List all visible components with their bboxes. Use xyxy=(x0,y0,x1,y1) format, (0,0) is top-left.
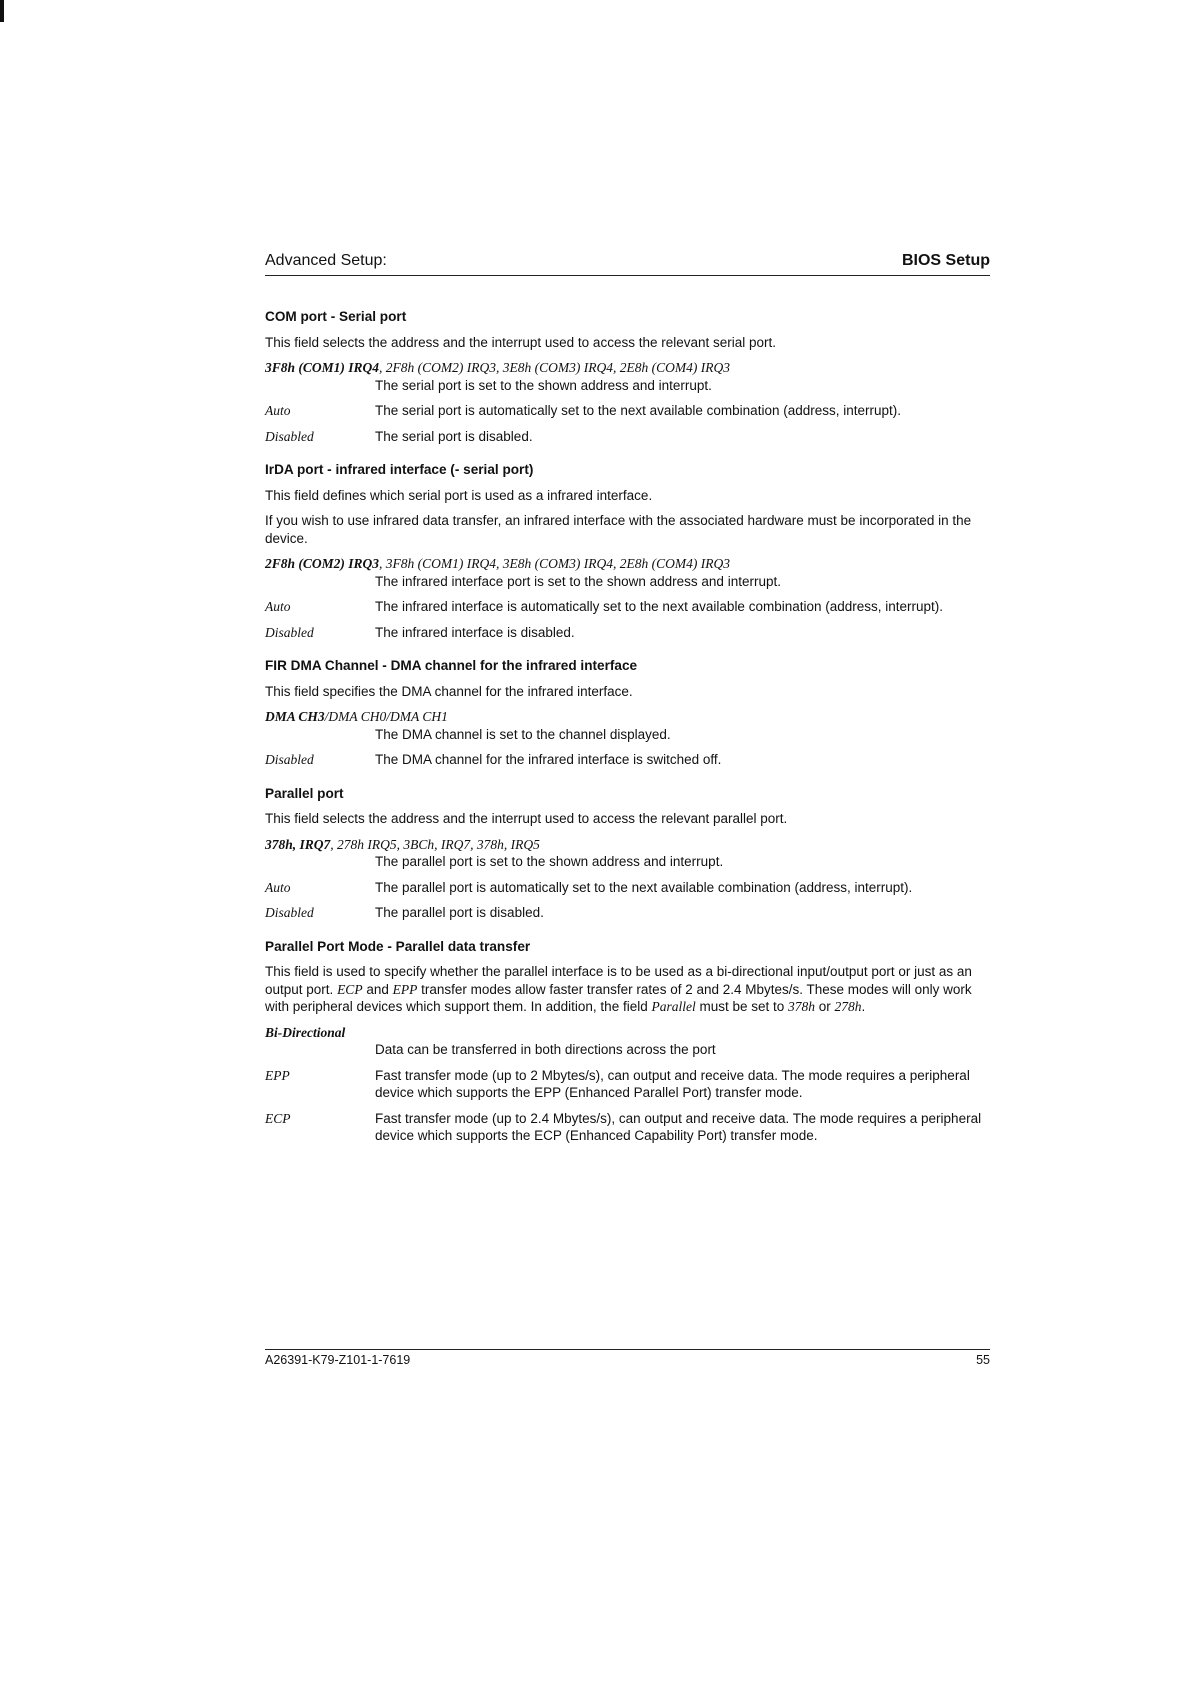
other-values: , 3F8h (COM1) IRQ4, 3E8h (COM3) IRQ4, 2E8h (COM4) IRQ3 xyxy=(379,556,730,571)
option-values-list xyxy=(265,1024,990,1042)
section-intro: This field selects the address and the interrupt used to access the relevant serial port. xyxy=(265,334,777,350)
intro-text: must be set to xyxy=(695,999,789,1014)
default-value: 378h, IRQ7 xyxy=(265,836,331,852)
intro-term-278h: 278h xyxy=(834,999,862,1014)
option-term: Auto xyxy=(265,879,291,895)
option-disabled xyxy=(265,904,990,922)
option-disabled xyxy=(265,428,990,446)
section-title: IrDA port - infrared interface (- serial port) xyxy=(265,462,534,477)
intro-text: transfer modes allow faster transfer rates of 2 and 2.4 Mbytes/s. These modes will only work with peripheral devices which support them. In addition, the field xyxy=(265,981,972,1014)
section-intro-note: If you wish to use infrared data transfer, an infrared interface with the associated hardware must be incorporated in the device. xyxy=(265,513,972,546)
option-values-list xyxy=(265,708,990,726)
option-description: The infrared interface port is set to the shown address and interrupt. xyxy=(375,573,781,589)
other-values: /DMA CH0/DMA CH1 xyxy=(324,709,448,724)
option-values xyxy=(265,359,990,394)
option-ecp xyxy=(265,1110,990,1145)
header-title: BIOS Setup xyxy=(901,252,990,269)
section-title: Parallel port xyxy=(265,785,344,801)
option-auto xyxy=(265,402,990,420)
option-term: Auto xyxy=(265,403,291,418)
option-description: Fast transfer mode (up to 2.4 Mbytes/s), can output and receive data. The mode requires a peripheral device which supports the ECP (Enhanced Capability Port) transfer mode. xyxy=(375,1110,982,1143)
section-intro: This field defines which serial port is used as a infrared interface. xyxy=(265,487,653,503)
option-values-list xyxy=(265,836,990,854)
scan-edge-mark xyxy=(0,0,4,22)
option-term: Disabled xyxy=(265,624,314,640)
section-title: FIR DMA Channel - DMA channel for the infrared interface xyxy=(265,658,638,673)
option-description: Fast transfer mode (up to 2 Mbytes/s), can output and receive data. The mode requires a peripheral device which supports the EPP (Enhanced Parallel Port) transfer mode. xyxy=(375,1067,970,1100)
option-description: Data can be transferred in both directions across the port xyxy=(375,1042,716,1057)
option-term: EPP xyxy=(265,1067,290,1083)
option-disabled xyxy=(265,751,990,769)
section-intro: This field selects the address and the interrupt used to access the relevant parallel port. xyxy=(265,811,788,826)
section-intro xyxy=(265,963,990,1016)
option-values xyxy=(265,555,990,590)
page-number: 55 xyxy=(976,1353,990,1367)
page xyxy=(265,252,990,1161)
intro-text: or xyxy=(815,999,835,1014)
option-description: The DMA channel for the infrared interface is switched off. xyxy=(375,752,722,767)
default-value: 3F8h (COM1) IRQ4 xyxy=(265,360,380,375)
option-epp xyxy=(265,1067,990,1102)
option-values xyxy=(265,708,990,743)
default-value: 2F8h (COM2) IRQ3 xyxy=(265,556,380,571)
intro-term-parallel: Parallel xyxy=(651,999,696,1014)
option-bidirectional xyxy=(265,1024,990,1059)
option-auto xyxy=(265,598,990,616)
intro-text: and xyxy=(362,981,393,997)
option-disabled xyxy=(265,624,990,642)
other-values: , 278h IRQ5, 3BCh, IRQ7, 378h, IRQ5 xyxy=(330,836,540,852)
option-description: The parallel port is set to the shown address and interrupt. xyxy=(375,854,724,869)
option-term: Disabled xyxy=(265,905,314,920)
option-description: The serial port is disabled. xyxy=(375,428,533,444)
option-term: ECP xyxy=(265,1110,291,1126)
option-term: Disabled xyxy=(265,752,314,767)
option-description: The infrared interface is disabled. xyxy=(375,624,575,640)
default-value: DMA CH3 xyxy=(265,709,325,724)
option-description: The infrared interface is automatically set to the next available combination (address, interrupt). xyxy=(375,599,944,614)
intro-term-ecp: ECP xyxy=(337,981,363,997)
intro-text: This field is used to specify whether the parallel interface is to be used as a bi-directional input/output port or just as an output port. xyxy=(265,964,972,997)
header-chapter: Advanced Setup: xyxy=(265,252,387,269)
option-description: The parallel port is automatically set to the next available combination (address, interrupt). xyxy=(375,879,913,895)
option-term: Auto xyxy=(265,599,291,614)
page-footer xyxy=(265,1349,990,1367)
page-header xyxy=(265,252,990,276)
document-number: A26391-K79-Z101-1-7619 xyxy=(265,1353,411,1367)
intro-text: . xyxy=(861,999,866,1014)
section-parallel-port xyxy=(265,785,990,922)
option-description: The serial port is automatically set to the next available combination (address, interrupt). xyxy=(375,403,902,418)
default-value: Bi-Directional xyxy=(265,1024,346,1040)
option-values xyxy=(265,836,990,871)
section-title: COM port - Serial port xyxy=(265,309,407,324)
option-auto xyxy=(265,879,990,897)
option-term: Disabled xyxy=(265,428,314,444)
section-intro: This field specifies the DMA channel for the infrared interface. xyxy=(265,683,633,699)
option-description: The DMA channel is set to the channel displayed. xyxy=(375,726,671,742)
intro-term-epp: EPP xyxy=(392,981,418,997)
option-values-list xyxy=(265,359,990,377)
option-description: The parallel port is disabled. xyxy=(375,905,544,920)
option-description: The serial port is set to the shown address and interrupt. xyxy=(375,377,712,393)
section-title: Parallel Port Mode - Parallel data transfer xyxy=(265,938,531,954)
section-irda-port xyxy=(265,461,990,641)
intro-term-378h: 378h xyxy=(788,999,816,1014)
section-parallel-port-mode xyxy=(265,938,990,1145)
section-fir-dma xyxy=(265,657,990,769)
content xyxy=(265,276,990,1145)
option-values-list xyxy=(265,555,990,573)
other-values: , 2F8h (COM2) IRQ3, 3E8h (COM3) IRQ4, 2E8h (COM4) IRQ3 xyxy=(379,360,730,375)
section-com-port xyxy=(265,308,990,445)
